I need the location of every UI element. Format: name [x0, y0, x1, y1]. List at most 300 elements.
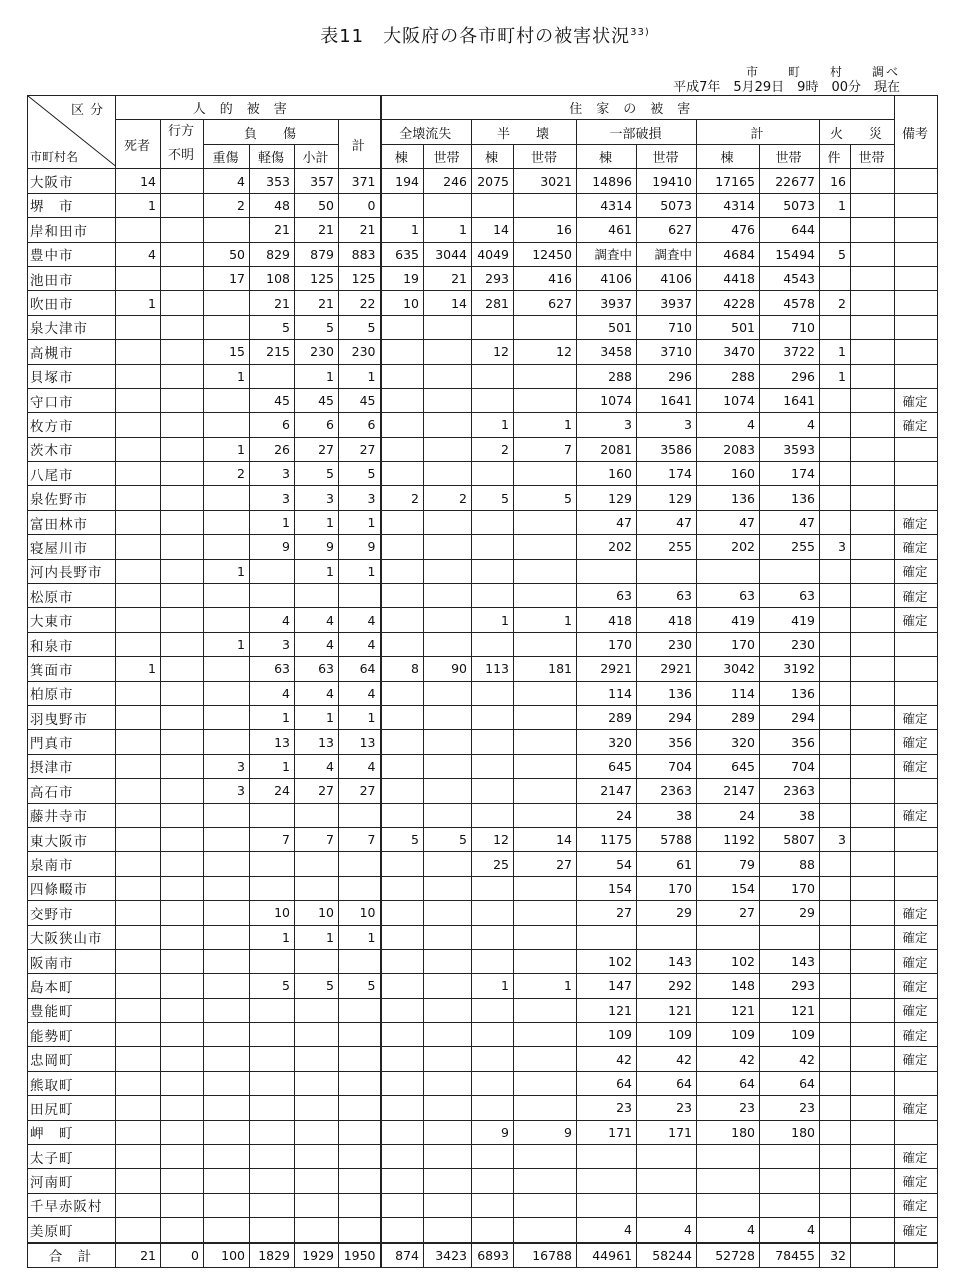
- remarks-cell: [895, 437, 938, 461]
- missing-cell: [161, 1169, 204, 1193]
- fire-household-cell: [851, 437, 895, 461]
- total-household-cell: 42: [760, 1047, 820, 1071]
- fire-household-cell: [851, 1023, 895, 1047]
- total-household-cell: 180: [760, 1120, 820, 1144]
- fire-cases-cell: [820, 437, 851, 461]
- half-household-cell: [514, 1193, 577, 1217]
- half-household-cell: 3021: [514, 169, 577, 193]
- subtotal-cell: 5: [295, 462, 339, 486]
- total-household-cell: [760, 1145, 820, 1169]
- minor-cell: 1829: [250, 1243, 295, 1268]
- minor-cell: 6: [250, 413, 295, 437]
- fire-cases-cell: [820, 462, 851, 486]
- total-household-cell: 22677: [760, 169, 820, 193]
- remarks-cell: [895, 266, 938, 290]
- human-total-cell: 1: [339, 510, 381, 534]
- minor-cell: 829: [250, 242, 295, 266]
- half-bldg-cell: [472, 193, 514, 217]
- full-bldg-cell: [381, 949, 424, 973]
- municipality-name: 堺 市: [28, 193, 116, 217]
- dead-cell: [116, 315, 161, 339]
- minor-cell: 63: [250, 657, 295, 681]
- missing-cell: [161, 559, 204, 583]
- partial-bldg-cell: 154: [577, 876, 637, 900]
- partial-bldg-cell: [577, 1169, 637, 1193]
- missing-cell: [161, 584, 204, 608]
- table-row: [28, 291, 938, 315]
- total-bldg-cell: 24: [697, 803, 760, 827]
- minor-cell: [250, 1169, 295, 1193]
- minor-cell: 45: [250, 388, 295, 412]
- fire-household-cell: [851, 486, 895, 510]
- half-household-cell: 14: [514, 827, 577, 851]
- subtotal-cell: 63: [295, 657, 339, 681]
- human-total-cell: 1: [339, 364, 381, 388]
- municipality-name: 合 計: [28, 1243, 116, 1268]
- partial-household-cell: 627: [637, 218, 697, 242]
- partial-household-cell: 170: [637, 876, 697, 900]
- human-damage-header: 人的被害: [116, 96, 381, 120]
- minor-cell: 1: [250, 510, 295, 534]
- minor-cell: [250, 584, 295, 608]
- minor-cell: 4: [250, 608, 295, 632]
- fire-cases-cell: [820, 1120, 851, 1144]
- subtotal-cell: 1: [295, 364, 339, 388]
- table-title: [0, 22, 970, 48]
- fire-household-cell: [851, 852, 895, 876]
- half-bldg-cell: [472, 949, 514, 973]
- half-bldg-cell: 281: [472, 291, 514, 315]
- municipality-name: 熊取町: [28, 1071, 116, 1095]
- full-bldg-cell: [381, 510, 424, 534]
- full-household-cell: 14: [424, 291, 472, 315]
- half-bldg-cell: [472, 315, 514, 339]
- fire-cases-cell: [820, 1218, 851, 1243]
- fire-header: 火 災: [820, 120, 895, 145]
- half-bldg-cell: [472, 998, 514, 1022]
- remarks-cell: [895, 876, 938, 900]
- total-household-cell: 644: [760, 218, 820, 242]
- full-bldg-cell: [381, 1218, 424, 1243]
- table-row: [28, 681, 938, 705]
- remarks-cell: 確定: [895, 510, 938, 534]
- remarks-cell: [895, 218, 938, 242]
- full-bldg-cell: 10: [381, 291, 424, 315]
- severe-cell: 4: [204, 169, 250, 193]
- table-row: [28, 803, 938, 827]
- human-total-cell: 5: [339, 315, 381, 339]
- severe-header: 重傷: [204, 144, 250, 169]
- fire-household-cell: [851, 1243, 895, 1268]
- partial-bldg-cell: [577, 1145, 637, 1169]
- municipality-name: 千早赤阪村: [28, 1193, 116, 1217]
- dead-cell: [116, 754, 161, 778]
- partial-bldg-cell: 63: [577, 584, 637, 608]
- full-household-cell: [424, 608, 472, 632]
- human-total-cell: 883: [339, 242, 381, 266]
- municipality-name: 羽曳野市: [28, 705, 116, 729]
- full-household-cell: 2: [424, 486, 472, 510]
- total-household-cell: 64: [760, 1071, 820, 1095]
- dead-cell: [116, 1145, 161, 1169]
- full-household-cell: [424, 779, 472, 803]
- municipality-name: 門真市: [28, 730, 116, 754]
- human-total-cell: 371: [339, 169, 381, 193]
- full-household-cell: 3423: [424, 1243, 472, 1268]
- partial-household-cell: 4106: [637, 266, 697, 290]
- total-household-cell: [760, 559, 820, 583]
- half-household-cell: [514, 925, 577, 949]
- fire-cases-cell: [820, 901, 851, 925]
- remarks-cell: [895, 827, 938, 851]
- human-total-cell: [339, 1047, 381, 1071]
- dead-cell: 1: [116, 193, 161, 217]
- total-household-cell: 356: [760, 730, 820, 754]
- partial-household-cell: 294: [637, 705, 697, 729]
- total-bldg-cell: 4418: [697, 266, 760, 290]
- fire-cases-cell: [820, 1047, 851, 1071]
- full-bldg-cell: [381, 584, 424, 608]
- partial-bldg-cell: 調査中: [577, 242, 637, 266]
- fire-cases-cell: 1: [820, 193, 851, 217]
- full-bldg-cell: [381, 779, 424, 803]
- half-household-cell: 1: [514, 608, 577, 632]
- missing-cell: [161, 388, 204, 412]
- missing-cell: [161, 486, 204, 510]
- half-bldg-cell: 12: [472, 340, 514, 364]
- fire-cases-cell: [820, 1193, 851, 1217]
- total-household-cell: 170: [760, 876, 820, 900]
- fire-cases-cell: [820, 705, 851, 729]
- human-total-cell: [339, 584, 381, 608]
- full-household-cell: [424, 1169, 472, 1193]
- half-bldg-cell: [472, 535, 514, 559]
- table-row: [28, 364, 938, 388]
- subtotal-cell: [295, 1218, 339, 1243]
- severe-cell: [204, 705, 250, 729]
- total-household-cell: 136: [760, 486, 820, 510]
- minor-cell: 5: [250, 315, 295, 339]
- total-household-header: 世帯: [760, 144, 820, 169]
- half-household-cell: [514, 1218, 577, 1243]
- human-total-cell: 10: [339, 901, 381, 925]
- total-bldg-cell: 160: [697, 462, 760, 486]
- dead-cell: [116, 1120, 161, 1144]
- subtotal-cell: 21: [295, 218, 339, 242]
- half-household-cell: [514, 535, 577, 559]
- subtotal-cell: 4: [295, 681, 339, 705]
- subtotal-cell: 1929: [295, 1243, 339, 1268]
- human-total-cell: [339, 1071, 381, 1095]
- full-bldg-cell: 194: [381, 169, 424, 193]
- half-bldg-cell: 5: [472, 486, 514, 510]
- total-household-cell: 109: [760, 1023, 820, 1047]
- half-bldg-cell: [472, 925, 514, 949]
- partial-bldg-cell: 320: [577, 730, 637, 754]
- missing-cell: [161, 657, 204, 681]
- full-bldg-cell: [381, 340, 424, 364]
- severe-cell: [204, 974, 250, 998]
- human-total-cell: 4: [339, 754, 381, 778]
- missing-cell: [161, 510, 204, 534]
- table-row: [28, 1120, 938, 1144]
- full-bldg-cell: [381, 730, 424, 754]
- full-bldg-cell: 2: [381, 486, 424, 510]
- total-household-cell: [760, 925, 820, 949]
- minor-cell: 13: [250, 730, 295, 754]
- full-household-cell: [424, 437, 472, 461]
- half-household-cell: [514, 584, 577, 608]
- fire-household-cell: [851, 705, 895, 729]
- severe-cell: 1: [204, 437, 250, 461]
- half-household-cell: [514, 315, 577, 339]
- minor-cell: [250, 852, 295, 876]
- half-bldg-cell: [472, 559, 514, 583]
- full-household-cell: [424, 193, 472, 217]
- partial-household-cell: 42: [637, 1047, 697, 1071]
- dead-cell: [116, 632, 161, 656]
- severe-cell: [204, 657, 250, 681]
- fire-household-cell: [851, 681, 895, 705]
- partial-household-cell: 63: [637, 584, 697, 608]
- subtotal-cell: 21: [295, 291, 339, 315]
- full-bldg-cell: [381, 1047, 424, 1071]
- half-household-cell: 9: [514, 1120, 577, 1144]
- table-row: [28, 779, 938, 803]
- subtotal-cell: 3: [295, 486, 339, 510]
- remarks-cell: 確定: [895, 584, 938, 608]
- severe-cell: 1: [204, 364, 250, 388]
- missing-cell: 0: [161, 1243, 204, 1268]
- missing-cell: [161, 852, 204, 876]
- half-household-cell: [514, 559, 577, 583]
- municipality-name: 泉大津市: [28, 315, 116, 339]
- total-bldg-cell: 170: [697, 632, 760, 656]
- half-bldg-cell: 1: [472, 608, 514, 632]
- dead-cell: [116, 827, 161, 851]
- subtotal-cell: [295, 1071, 339, 1095]
- minor-cell: 10: [250, 901, 295, 925]
- severe-cell: 3: [204, 754, 250, 778]
- full-bldg-cell: [381, 1169, 424, 1193]
- partial-household-cell: 5788: [637, 827, 697, 851]
- dead-cell: [116, 779, 161, 803]
- total-bldg-cell: 23: [697, 1096, 760, 1120]
- half-bldg-cell: [472, 510, 514, 534]
- municipality-name: 豊中市: [28, 242, 116, 266]
- subtotal-cell: 879: [295, 242, 339, 266]
- total-household-cell: 5807: [760, 827, 820, 851]
- corner-top-label: 区分: [70, 103, 109, 118]
- full-household-cell: [424, 1096, 472, 1120]
- fire-household-cell: [851, 1120, 895, 1144]
- fire-household-cell: [851, 925, 895, 949]
- minor-cell: [250, 364, 295, 388]
- minor-cell: 26: [250, 437, 295, 461]
- full-household-cell: [424, 681, 472, 705]
- severe-cell: [204, 1193, 250, 1217]
- municipality-name: 泉佐野市: [28, 486, 116, 510]
- full-household-cell: [424, 340, 472, 364]
- municipality-name: 茨木市: [28, 437, 116, 461]
- minor-cell: [250, 1071, 295, 1095]
- table-row: [28, 486, 938, 510]
- table-row: [28, 1096, 938, 1120]
- total-household-cell: [760, 1169, 820, 1193]
- dead-cell: [116, 584, 161, 608]
- full-household-cell: [424, 974, 472, 998]
- table-row: [28, 462, 938, 486]
- full-bldg-cell: [381, 901, 424, 925]
- missing-cell: [161, 242, 204, 266]
- municipality-name: 高槻市: [28, 340, 116, 364]
- fire-cases-cell: [820, 876, 851, 900]
- fire-household-cell: [851, 1071, 895, 1095]
- severe-cell: 17: [204, 266, 250, 290]
- full-bldg-header: 棟: [381, 144, 424, 169]
- missing-cell: [161, 462, 204, 486]
- missing-header: 行方不明: [161, 120, 204, 169]
- full-household-cell: [424, 998, 472, 1022]
- total-household-cell: 29: [760, 901, 820, 925]
- remarks-cell: 確定: [895, 1169, 938, 1193]
- human-total-cell: [339, 852, 381, 876]
- full-bldg-cell: [381, 559, 424, 583]
- severe-cell: 2: [204, 462, 250, 486]
- human-total-cell: 4: [339, 608, 381, 632]
- partial-household-cell: [637, 1169, 697, 1193]
- partial-household-cell: 136: [637, 681, 697, 705]
- fire-household-cell: [851, 876, 895, 900]
- fire-household-cell: [851, 754, 895, 778]
- missing-cell: [161, 998, 204, 1022]
- partial-bldg-cell: 1074: [577, 388, 637, 412]
- dead-cell: 1: [116, 291, 161, 315]
- table-row: [28, 584, 938, 608]
- dead-cell: [116, 1071, 161, 1095]
- full-household-cell: [424, 852, 472, 876]
- fire-household-cell: [851, 974, 895, 998]
- total-bldg-cell: 136: [697, 486, 760, 510]
- fire-household-cell: [851, 1047, 895, 1071]
- full-bldg-cell: 5: [381, 827, 424, 851]
- full-bldg-cell: [381, 413, 424, 437]
- fire-household-cell: [851, 364, 895, 388]
- partial-household-cell: 2363: [637, 779, 697, 803]
- severe-cell: [204, 1023, 250, 1047]
- half-bldg-cell: [472, 1169, 514, 1193]
- fire-cases-cell: [820, 1071, 851, 1095]
- fire-cases-cell: [820, 949, 851, 973]
- remarks-cell: 確定: [895, 925, 938, 949]
- total-bldg-cell: 476: [697, 218, 760, 242]
- total-bldg-cell: 47: [697, 510, 760, 534]
- full-bldg-cell: [381, 705, 424, 729]
- total-bldg-cell: 79: [697, 852, 760, 876]
- half-bldg-cell: [472, 730, 514, 754]
- human-total-cell: 4: [339, 681, 381, 705]
- human-total-cell: 0: [339, 193, 381, 217]
- fire-household-cell: [851, 340, 895, 364]
- missing-cell: [161, 364, 204, 388]
- total-household-cell: 121: [760, 998, 820, 1022]
- half-household-cell: [514, 730, 577, 754]
- subtotal-cell: 1: [295, 559, 339, 583]
- severe-cell: 50: [204, 242, 250, 266]
- municipality-name: 能勢町: [28, 1023, 116, 1047]
- severe-cell: [204, 291, 250, 315]
- table-row: [28, 1071, 938, 1095]
- full-bldg-cell: [381, 364, 424, 388]
- subtotal-cell: 10: [295, 901, 339, 925]
- partial-household-cell: 230: [637, 632, 697, 656]
- partial-bldg-cell: [577, 559, 637, 583]
- missing-cell: [161, 266, 204, 290]
- table-row: [28, 705, 938, 729]
- total-bldg-cell: 64: [697, 1071, 760, 1095]
- table-row: [28, 852, 938, 876]
- fire-household-cell: [851, 559, 895, 583]
- severe-cell: [204, 730, 250, 754]
- half-household-cell: [514, 681, 577, 705]
- subtotal-cell: [295, 584, 339, 608]
- full-household-cell: [424, 559, 472, 583]
- partial-household-cell: 47: [637, 510, 697, 534]
- fire-household-cell: [851, 608, 895, 632]
- dead-cell: [116, 949, 161, 973]
- partial-household-cell: 64: [637, 1071, 697, 1095]
- total-household-cell: 294: [760, 705, 820, 729]
- table-row: [28, 169, 938, 193]
- partial-bldg-cell: 3937: [577, 291, 637, 315]
- half-destroyed-header: 半 壊: [472, 120, 577, 145]
- fire-cases-cell: [820, 657, 851, 681]
- missing-cell: [161, 340, 204, 364]
- municipality-name: 四條畷市: [28, 876, 116, 900]
- partial-household-cell: 171: [637, 1120, 697, 1144]
- half-bldg-cell: [472, 779, 514, 803]
- remarks-cell: [895, 242, 938, 266]
- total-bldg-cell: 202: [697, 535, 760, 559]
- fire-cases-header: 件: [820, 144, 851, 169]
- partial-damage-header: 一部破損: [577, 120, 697, 145]
- fire-cases-cell: [820, 584, 851, 608]
- half-household-cell: [514, 193, 577, 217]
- total-bldg-cell: 3042: [697, 657, 760, 681]
- subtotal-cell: [295, 1047, 339, 1071]
- human-total-cell: [339, 998, 381, 1022]
- human-total-cell: 27: [339, 437, 381, 461]
- half-bldg-cell: [472, 632, 514, 656]
- partial-household-cell: 19410: [637, 169, 697, 193]
- half-household-cell: 7: [514, 437, 577, 461]
- human-total-cell: 22: [339, 291, 381, 315]
- full-household-cell: [424, 413, 472, 437]
- partial-bldg-cell: 4314: [577, 193, 637, 217]
- full-bldg-cell: [381, 193, 424, 217]
- half-household-cell: [514, 998, 577, 1022]
- partial-bldg-cell: 129: [577, 486, 637, 510]
- severe-cell: [204, 1071, 250, 1095]
- total-household-cell: 136: [760, 681, 820, 705]
- minor-cell: 9: [250, 535, 295, 559]
- minor-cell: 3: [250, 462, 295, 486]
- fire-cases-cell: 2: [820, 291, 851, 315]
- partial-household-cell: [637, 559, 697, 583]
- total-bldg-cell: [697, 1145, 760, 1169]
- missing-cell: [161, 535, 204, 559]
- fire-household-cell: [851, 1145, 895, 1169]
